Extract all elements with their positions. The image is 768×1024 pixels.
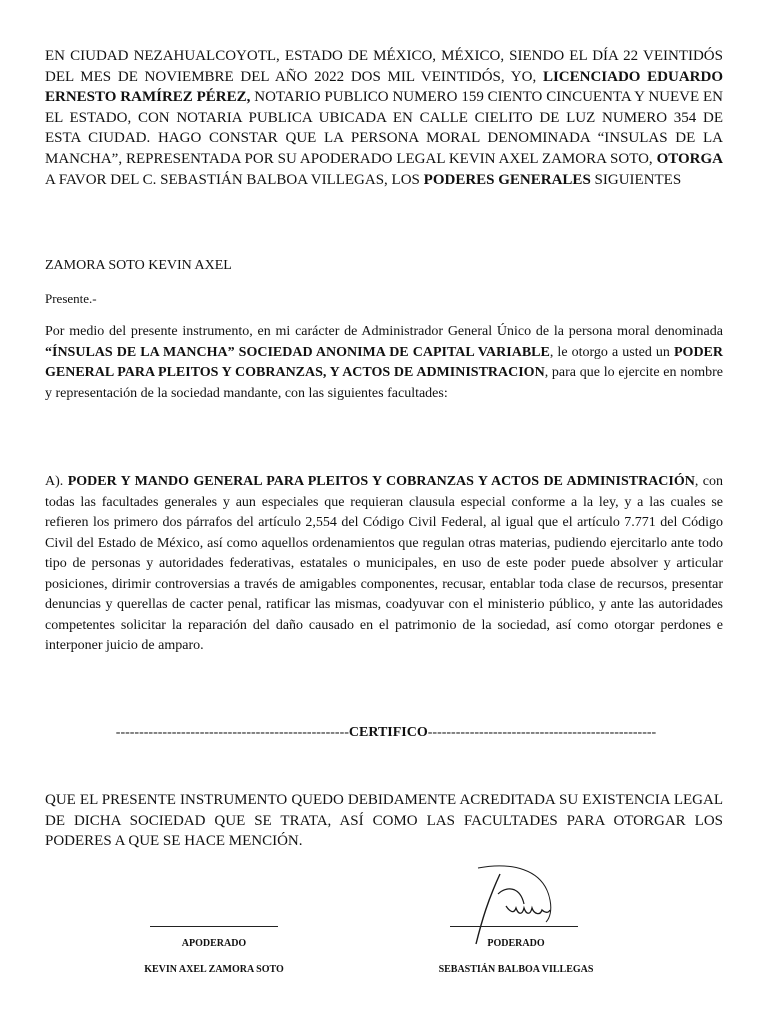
intro-text-2: NOTARIO PUBLICO NUMERO 159 CIENTO CINCUENTA Y NUEVE EN EL ESTADO, CON NOTARIA PUBLICA UBICADA EN CALLE CIELITO DE LUZ NUMERO 354 DE ESTA CIUDAD. HAGO CONSTAR QUE LA PERSONA MORAL DENOMINADA “INSULAS DE LA MANCHA”, REPRESENTADA POR SU APODERADO LEGAL KEVIN AXEL ZAMORA SOTO, xyxy=(45,89,723,167)
right-signer-role: PODERADO xyxy=(487,938,545,949)
poderes-generales: PODERES GENERALES xyxy=(423,171,591,188)
closing-paragraph: QUE EL PRESENTE INSTRUMENTO QUEDO DEBIDAMENTE ACREDITADA SU EXISTENCIA LEGAL DE DICHA SOCIEDAD QUE SE TRATA, ASÍ COMO LAS FACULTADES PARA OTORGAR LOS PODERES A QUE SE HACE MENCIÓN. xyxy=(45,792,723,850)
faculty-title: PODER Y MANDO GENERAL PARA PLEITOS Y COBRANZAS Y ACTOS DE ADMINISTRACIÓN xyxy=(67,474,695,489)
intro-text-4: SIGUIENTES xyxy=(590,171,682,188)
presente-line: Presente.- xyxy=(45,291,97,306)
intro-paragraph xyxy=(45,46,723,190)
right-signature-line xyxy=(450,926,578,927)
left-signer-role: APODERADO xyxy=(181,938,247,949)
intro-text-1: EN CIUDAD NEZAHUALCOYOTL, ESTADO DE MÉXICO, MÉXICO, SIENDO EL DÍA 22 VEINTIDÓS DEL MES DE NOVIEMBRE DEL AÑO 2022 DOS MIL VEINTIDÓS, YO, xyxy=(45,48,723,85)
company-name: “ÍNSULAS DE LA MANCHA” SOCIEDAD ANONIMA DE CAPITAL VARIABLE xyxy=(45,344,550,360)
certifico-dashes-right: ------------------------------------------------- xyxy=(427,725,657,740)
left-signer-name: KEVIN AXEL ZAMORA SOTO xyxy=(144,964,284,975)
otorga-word: OTORGA xyxy=(656,150,723,167)
notary-name: LICENCIADO EDUARDO ERNESTO RAMÍREZ PÉREZ, xyxy=(45,68,723,106)
faculty-letter: A). xyxy=(45,474,68,489)
grant-text-3: , para que lo ejercite en nombre y representación de la sociedad mandante, con las siguientes facultades: xyxy=(45,365,723,401)
grant-text-2: , le otorgo a usted un xyxy=(549,344,674,360)
certifico-dashes-left: -------------------------------------------------- xyxy=(115,725,349,740)
handwritten-signature xyxy=(470,860,570,950)
left-signature-line xyxy=(150,926,278,927)
certifico-divider xyxy=(96,723,676,743)
faculty-text: , con todas las facultades generales y aun especiales que requieran clausula especial conforme a la ley, y a las cuales se refieren los primero dos párrafos del artículo 2,554 del Código Civil Federal, al igual que el artículo 7.771 del Código Civil del Estado de México, así como aquellos ordenamientos que regulan otras materias, pudiendo ejercitarlo ante todo tipo de personas y autoridades federativas, estatales o municipales, en uso de este poder puede absolver y articular posiciones, dirimir controversias a través de amigables componentes, recusar, entablar toda clase de recursos, presentar denuncias y querellas de cacter penal, ratificar las mismas, coadyuvar con el ministerio público, y ante las autoridades competentes solicitar la reparación del daño causado en el patrimonio de la sociedad, así como otorgar perdones e interponer juicio de amparo. xyxy=(45,474,723,653)
intro-text-3: A FAVOR DEL C. SEBASTIÁN BALBOA VILLEGAS, LOS xyxy=(45,171,424,188)
grant-paragraph xyxy=(45,322,723,404)
addressee-name: ZAMORA SOTO KEVIN AXEL xyxy=(45,258,232,273)
power-type: PODER GENERAL PARA PLEITOS Y COBRANZAS, Y ACTOS DE ADMINISTRACION xyxy=(45,344,723,380)
grant-text-1: Por medio del presente instrumento, en mi carácter de Administrador General Único de la persona moral denominada xyxy=(45,324,723,339)
certifico-heading: CERTIFICO xyxy=(348,725,428,740)
right-signer-name: SEBASTIÁN BALBOA VILLEGAS xyxy=(438,964,594,975)
faculties-paragraph xyxy=(45,472,723,657)
